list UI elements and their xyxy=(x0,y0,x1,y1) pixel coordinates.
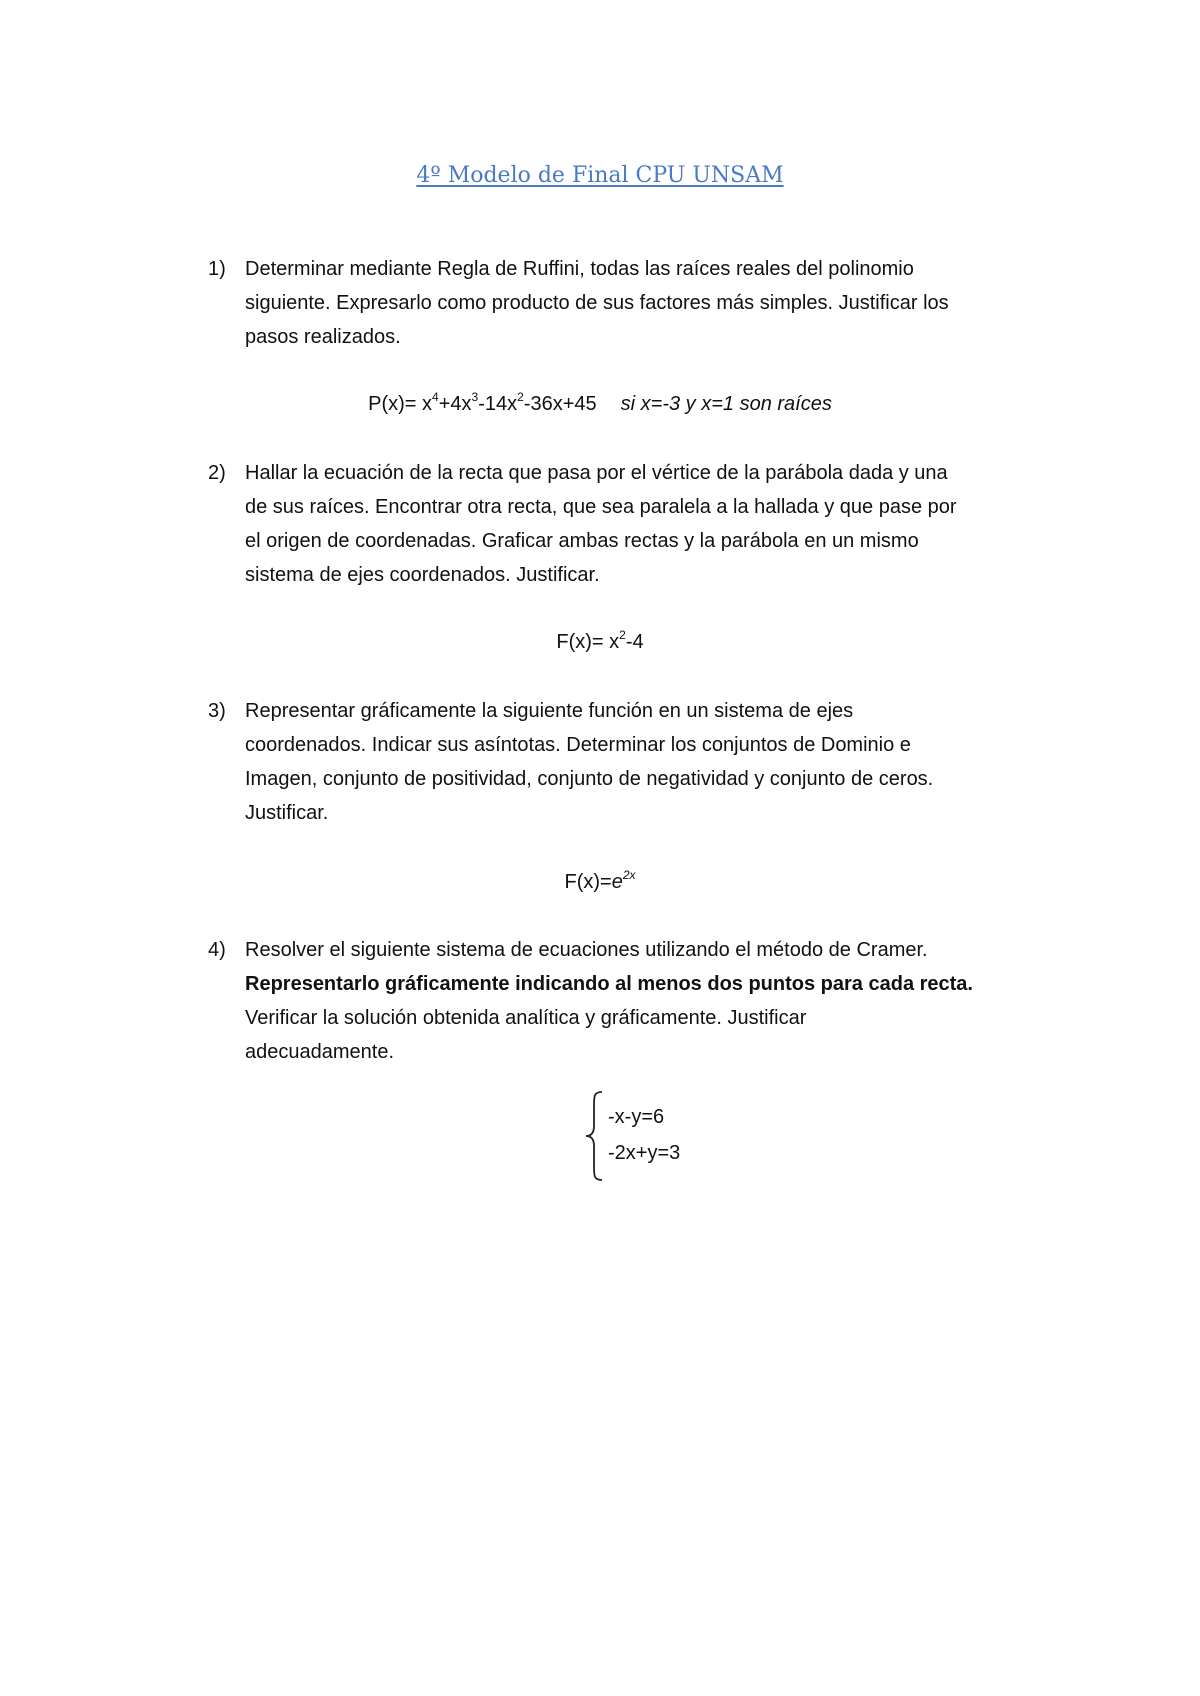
question-2-text xyxy=(245,456,1045,592)
equation-system xyxy=(580,1088,720,1184)
equation-2: -2x+y=3 xyxy=(608,1142,681,1164)
exponent: 2x xyxy=(622,868,636,882)
exponent: 2 xyxy=(517,390,524,404)
equation-1: -x-y=6 xyxy=(608,1106,665,1128)
exponent-base: e xyxy=(611,871,623,893)
question-4-line: Verificar la solución obtenida analítica y gráficamente. Justificar xyxy=(245,1007,807,1029)
question-2-number: 2) xyxy=(208,462,226,484)
question-4-line: Resolver el siguiente sistema de ecuaciones utilizando el método de Cramer. xyxy=(245,939,928,961)
exponent: 2 xyxy=(619,628,626,642)
formula-part: -36x+45 xyxy=(523,393,597,415)
parabola-formula xyxy=(0,628,1200,654)
question-3-line: Imagen, conjunto de positividad, conjunto de negatividad y conjunto de ceros. xyxy=(245,768,934,790)
question-3-text xyxy=(245,694,1045,830)
question-2-line: Hallar la ecuación de la recta que pasa por el vértice de la parábola dada y una xyxy=(245,462,948,484)
question-2-line: de sus raíces. Encontrar otra recta, que sea paralela a la hallada y que pase por xyxy=(245,496,957,518)
question-4-line: adecuadamente. xyxy=(245,1041,395,1063)
question-1-line: pasos realizados. xyxy=(245,326,401,348)
roots-condition: si x=-3 y x=1 son raíces xyxy=(620,393,832,415)
question-4-text xyxy=(245,933,1045,1069)
left-brace-icon xyxy=(580,1088,610,1184)
question-2-line: el origen de coordenadas. Graficar ambas rectas y la parábola en un mismo xyxy=(245,530,919,552)
page-title: 4º Modelo de Final CPU UNSAM xyxy=(416,163,784,188)
question-1-line: Determinar mediante Regla de Ruffini, todas las raíces reales del polinomio xyxy=(245,258,914,280)
question-4-number: 4) xyxy=(208,939,226,961)
formula-part: F(x)= xyxy=(564,871,612,893)
exponential-formula xyxy=(0,868,1200,894)
question-2-line: sistema de ejes coordenados. Justificar. xyxy=(245,564,600,586)
question-1-line: siguiente. Expresarlo como producto de sus factores más simples. Justificar los xyxy=(245,292,949,314)
formula-part: +4x xyxy=(438,393,472,415)
question-4-line-bold: Representarlo gráficamente indicando al menos dos puntos para cada recta. xyxy=(245,973,973,995)
formula-part: F(x)= x xyxy=(556,631,620,653)
exponent: 3 xyxy=(471,390,479,404)
formula-part: -14x xyxy=(478,393,518,415)
formula-part: P(x)= x xyxy=(368,393,433,415)
exponent: 4 xyxy=(432,390,439,404)
question-3-line: coordenados. Indicar sus asíntotas. Determinar los conjuntos de Dominio e xyxy=(245,734,911,756)
polynomial-formula xyxy=(0,390,1200,416)
question-3-line: Representar gráficamente la siguiente función en un sistema de ejes xyxy=(245,700,854,722)
question-3-line: Justificar. xyxy=(245,802,329,824)
question-1-number: 1) xyxy=(208,258,226,280)
formula-part: -4 xyxy=(625,631,644,653)
question-3-number: 3) xyxy=(208,700,226,722)
question-1-text xyxy=(245,252,1045,354)
